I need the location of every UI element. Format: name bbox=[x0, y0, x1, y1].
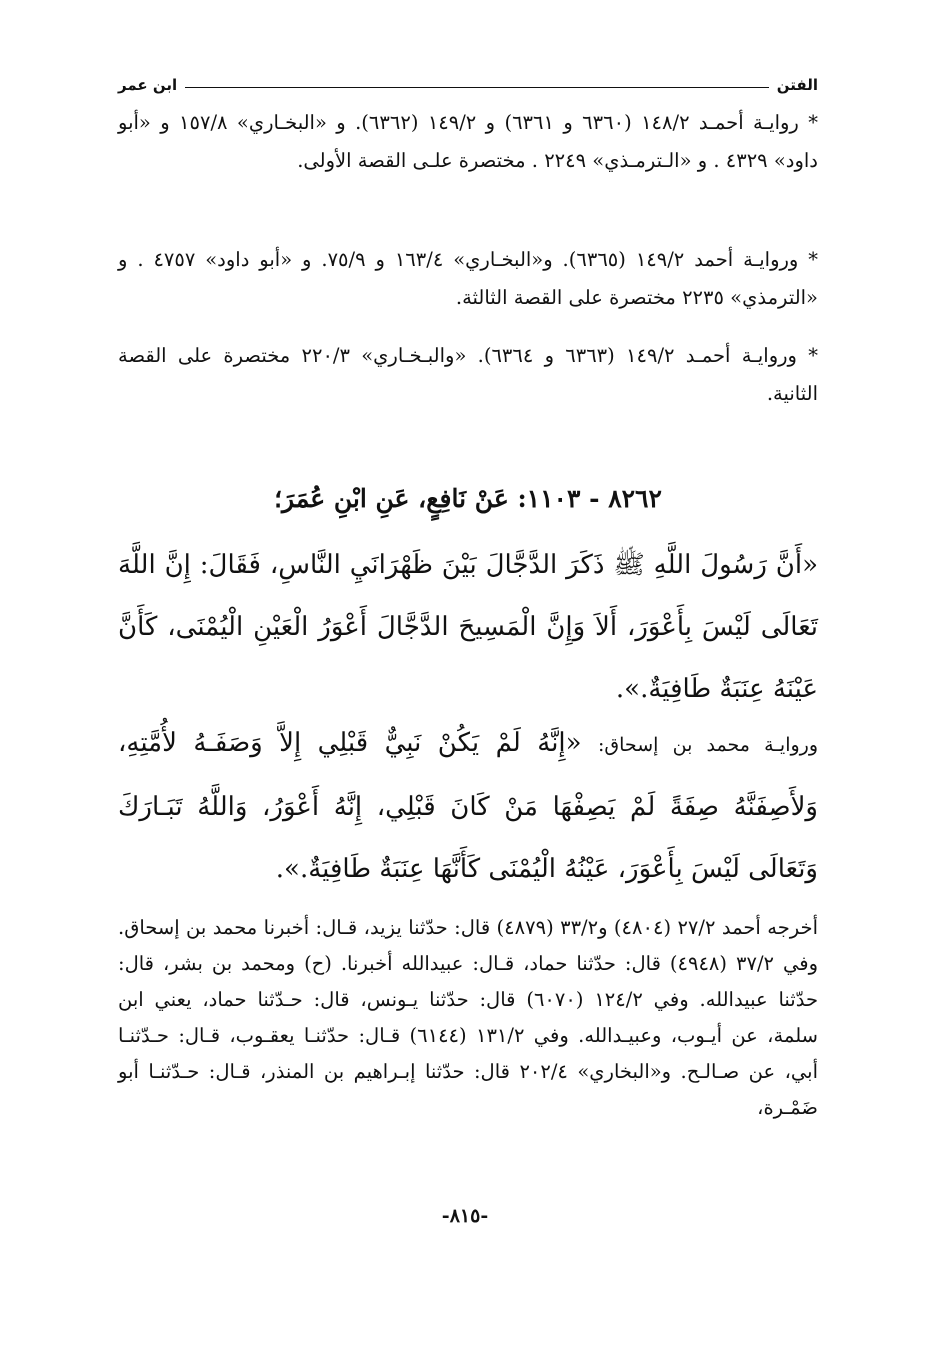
header-chapter-title: الفتن bbox=[776, 76, 818, 94]
reference-note-3: * وروايـة أحمـد ١٤٩/٢ (٦٣٦٣ و ٦٣٦٤). «والبـخـاري» ٢٢٠/٣ مختصرة على القصة الثانية. bbox=[118, 344, 818, 405]
takhrij-paragraph: أخرجه أحمد ٢٧/٢ (٤٨٠٤) و٣٣/٢ (٤٨٧٩) قال: حدّثنا يزيد، قـال: أخبرنا محمد بن إسحاق. وفي ٣٧/٢ (٤٩٤٨) قال: حدّثنا حماد، قـال: عبيدالله أخبرنا. (ح) ومحمد بن بشر، قال: حدّثنا عبيدالله. وفي ١٢٤/٢ (٦٠٧٠) قال: حدّثنا يـونس، قال: حـدّثنا حماد، يعني ابن سلمة، عن أيـوب، وعبيـدالله. وفي ١٣١/٢ (٦١٤٤) قـال: حدّثنـا يعقـوب، قـال: حـدّثنـا أبي، عن صـالـح. و«البخاري» ٢٠٢/٤ قال: حدّثنا إبـراهيم بن المنذر، قـال: حـدّثنـا أبو ضَمْـرة، bbox=[118, 916, 818, 1119]
hadith-heading: ٨٢٦٢ - ١١٠٣: عَنْ نَافِعٍ، عَنِ ابْنِ عُمَرَ؛ bbox=[274, 484, 662, 513]
running-header bbox=[118, 72, 818, 98]
hadith-text: «أَنَّ رَسُولَ اللَّهِ ﷺ ذَكَرَ الدَّجَّالَ بَيْنَ ظَهْرَانَيِ النَّاسِ، فَقَالَ: إِنَّ اللَّهَ تَعَالَى لَيْسَ بِأَعْوَرَ، أَلاَ وَإِنَّ الْمَسِيحَ الدَّجَّالَ أَعْوَرُ الْعَيْنِ الْيُمْنَى، كَأَنَّ عَيْنَهُ عِنَبَةٌ طَافِيَةٌ.». bbox=[118, 550, 818, 704]
page-number: -٨١٥- bbox=[441, 1205, 489, 1227]
hadith-variant-text: «إِنَّهُ لَمْ يَكُنْ نَبِيٌّ قَبْلِي إِلاَّ وَصَفَـهُ لأُمَّتِهِ، وَلأَصِفَنَّهُ صِفَةً لَمْ يَصِفْهَا مَنْ كَانَ قَبْلِي، إِنَّهُ أَعْوَرُ، وَاللَّهُ تَبَـارَكَ وَتَعَالَى لَيْسَ بِأَعْوَرَ، عَيْنُهُ الْيُمْنَى كَأَنَّهَا عِنَبَةٌ طَافِيَةٌ.». bbox=[118, 728, 818, 884]
hadith-variant bbox=[118, 712, 818, 900]
header-rule bbox=[185, 87, 769, 88]
hadith-variant-lead: وروايـة محمد بن إسحاق: bbox=[598, 734, 819, 756]
header-companion-name: ابن عمر bbox=[118, 76, 178, 94]
reference-note-1: * روايـة أحمـد ١٤٨/٢ (٦٣٦٠ و ٦٣٦١) و ١٤٩/٢ (٦٣٦٢). و «البخـاري» ١٥٧/٨ و «أبو داود» ٤٣٢٩ . و «الـترمـذي» ٢٢٤٩ . مختصرة علـى القصة الأولى. bbox=[118, 111, 818, 172]
reference-note-2: * وروايـة أحمد ١٤٩/٢ (٦٣٦٥). و«البخـاري» ١٦٣/٤ و ٧٥/٩. و «أبو داود» ٤٧٥٧ . و «الترمذي» ٢٢٣٥ مختصرة على القصة الثالثة. bbox=[118, 248, 819, 309]
